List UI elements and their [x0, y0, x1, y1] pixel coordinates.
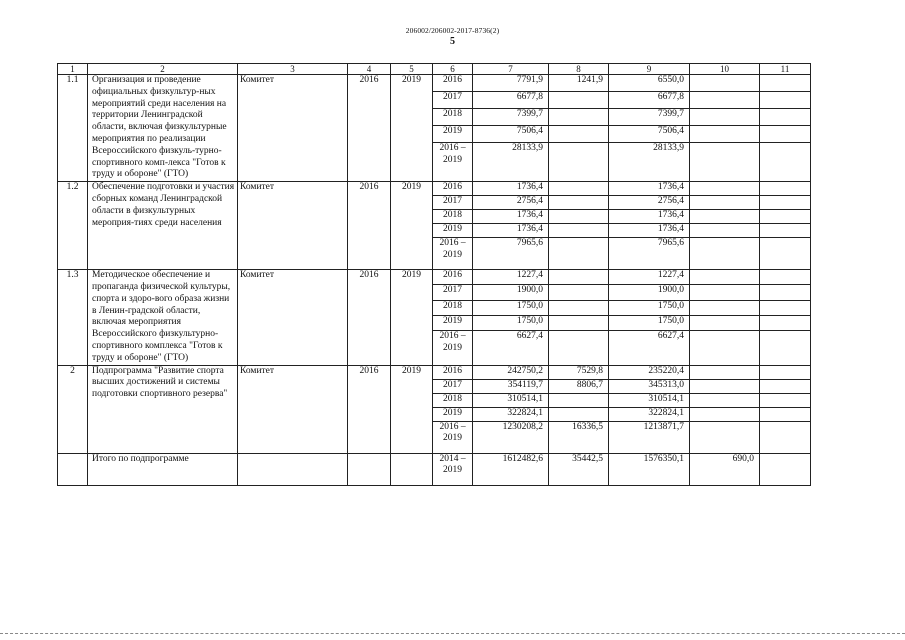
executor: Комитет [238, 75, 348, 182]
local-amount [690, 92, 760, 109]
federal-amount [549, 238, 609, 270]
total-amount: 322824,1 [473, 407, 549, 421]
regional-amount: 322824,1 [609, 407, 690, 421]
document-id: 206002/206002-2017-8736(2) [405, 26, 500, 35]
row-number: 1.1 [58, 75, 88, 182]
other-amount [760, 315, 811, 330]
period-year: 2019 [433, 126, 473, 143]
local-amount [690, 407, 760, 421]
total-amount: 6677,8 [473, 92, 549, 109]
total-amount: 1230208,2 [473, 421, 549, 453]
end-year: 2019 [391, 182, 433, 270]
total-amount: 242750,2 [473, 365, 549, 379]
local-amount [690, 393, 760, 407]
other-amount [760, 75, 811, 92]
period-year: 2016 – 2019 [433, 330, 473, 365]
start-year: 2016 [348, 182, 391, 270]
federal-amount [549, 182, 609, 196]
regional-amount: 2756,4 [609, 196, 690, 210]
other-amount [760, 300, 811, 315]
local-amount [690, 300, 760, 315]
period-year: 2017 [433, 196, 473, 210]
total-amount: 28133,9 [473, 143, 549, 182]
total-amount: 2756,4 [473, 196, 549, 210]
regional-amount: 7965,6 [609, 238, 690, 270]
row-number: 1.3 [58, 270, 88, 365]
regional-amount: 235220,4 [609, 365, 690, 379]
other-amount [760, 182, 811, 196]
federal-amount [549, 196, 609, 210]
total-amount: 7965,6 [473, 238, 549, 270]
local-amount [690, 270, 760, 285]
column-number: 7 [473, 64, 549, 75]
total-amount: 1736,4 [473, 210, 549, 224]
column-number: 10 [690, 64, 760, 75]
regional-amount: 1900,0 [609, 285, 690, 300]
table-row [58, 182, 811, 196]
regional-amount: 1736,4 [609, 224, 690, 238]
local-amount [690, 421, 760, 453]
end-year: 2019 [391, 365, 433, 453]
column-number-row [58, 64, 811, 75]
period-year: 2016 [433, 270, 473, 285]
federal-amount: 7529,8 [549, 365, 609, 379]
page-edge-line [0, 633, 905, 635]
total-amount: 7791,9 [473, 75, 549, 92]
other-amount [760, 238, 811, 270]
other-amount [760, 196, 811, 210]
federal-amount: 8806,7 [549, 379, 609, 393]
column-number: 3 [238, 64, 348, 75]
federal-amount [549, 407, 609, 421]
total-amount: 7399,7 [473, 109, 549, 126]
federal-amount [549, 330, 609, 365]
empty-cell [58, 453, 88, 485]
other-amount [760, 407, 811, 421]
budget-table [57, 63, 811, 486]
other-amount [760, 365, 811, 379]
federal-amount: 1241,9 [549, 75, 609, 92]
column-number: 5 [391, 64, 433, 75]
column-number: 11 [760, 64, 811, 75]
regional-amount: 7506,4 [609, 126, 690, 143]
period-year: 2017 [433, 92, 473, 109]
local-amount [690, 315, 760, 330]
total-label: Итого по подпрограмме [88, 453, 238, 485]
regional-amount: 1736,4 [609, 210, 690, 224]
other-amount [760, 285, 811, 300]
column-number: 1 [58, 64, 88, 75]
period-year: 2018 [433, 393, 473, 407]
regional-amount: 1750,0 [609, 300, 690, 315]
other-amount [760, 330, 811, 365]
regional-amount: 6550,0 [609, 75, 690, 92]
total-amount: 1612482,6 [473, 453, 549, 485]
other-amount [760, 379, 811, 393]
empty-cell [391, 453, 433, 485]
column-number: 6 [433, 64, 473, 75]
column-number: 9 [609, 64, 690, 75]
table-row [58, 75, 811, 92]
empty-cell [238, 453, 348, 485]
regional-amount: 28133,9 [609, 143, 690, 182]
federal-amount [549, 126, 609, 143]
regional-amount: 1736,4 [609, 182, 690, 196]
period-year: 2016 – 2019 [433, 421, 473, 453]
other-amount [760, 109, 811, 126]
period-year: 2017 [433, 285, 473, 300]
local-amount [690, 109, 760, 126]
total-amount: 7506,4 [473, 126, 549, 143]
federal-amount [549, 224, 609, 238]
other-amount [760, 270, 811, 285]
local-amount [690, 196, 760, 210]
local-amount [690, 126, 760, 143]
local-amount [690, 75, 760, 92]
other-amount [760, 421, 811, 453]
federal-amount [549, 143, 609, 182]
local-amount [690, 210, 760, 224]
other-amount [760, 224, 811, 238]
federal-amount [549, 315, 609, 330]
local-amount [690, 285, 760, 300]
column-number: 4 [348, 64, 391, 75]
local-amount [690, 365, 760, 379]
regional-amount: 1576350,1 [609, 453, 690, 485]
other-amount [760, 92, 811, 109]
regional-amount: 345313,0 [609, 379, 690, 393]
period-year: 2017 [433, 379, 473, 393]
local-amount [690, 238, 760, 270]
local-amount: 690,0 [690, 453, 760, 485]
total-row [58, 453, 811, 485]
period-year: 2018 [433, 300, 473, 315]
column-number: 8 [549, 64, 609, 75]
federal-amount [549, 109, 609, 126]
federal-amount [549, 210, 609, 224]
local-amount [690, 224, 760, 238]
other-amount [760, 393, 811, 407]
activity-name: Обеспечение подготовки и участия сборных команд Ленинградской области в физкультурных мероприя-тиях среди населения [88, 182, 238, 270]
regional-amount: 7399,7 [609, 109, 690, 126]
period-year: 2019 [433, 315, 473, 330]
period-year: 2016 – 2019 [433, 143, 473, 182]
executor: Комитет [238, 365, 348, 453]
federal-amount [549, 393, 609, 407]
period-year: 2019 [433, 407, 473, 421]
regional-amount: 1213871,7 [609, 421, 690, 453]
period-year: 2014 – 2019 [433, 453, 473, 485]
start-year: 2016 [348, 365, 391, 453]
end-year: 2019 [391, 75, 433, 182]
column-number: 2 [88, 64, 238, 75]
table-row [58, 365, 811, 379]
regional-amount: 1750,0 [609, 315, 690, 330]
other-amount [760, 210, 811, 224]
activity-name: Организация и проведение официальных физкультур-ных мероприятий среди населения на территории Ленинградской области, включая физкультурные мероприятия по реализации Всероссийского физкуль-турно-спортивного комп-лекса "Готов к труду и обороне" (ГТО) [88, 75, 238, 182]
total-amount: 1736,4 [473, 224, 549, 238]
federal-amount [549, 270, 609, 285]
local-amount [690, 330, 760, 365]
federal-amount [549, 92, 609, 109]
total-amount: 1750,0 [473, 315, 549, 330]
total-amount: 310514,1 [473, 393, 549, 407]
total-amount: 1736,4 [473, 182, 549, 196]
row-number: 1.2 [58, 182, 88, 270]
total-amount: 1750,0 [473, 300, 549, 315]
total-amount: 1227,4 [473, 270, 549, 285]
end-year: 2019 [391, 270, 433, 365]
local-amount [690, 143, 760, 182]
local-amount [690, 182, 760, 196]
total-amount: 354119,7 [473, 379, 549, 393]
total-amount: 1900,0 [473, 285, 549, 300]
other-amount [760, 453, 811, 485]
regional-amount: 6677,8 [609, 92, 690, 109]
federal-amount [549, 300, 609, 315]
federal-amount: 35442,5 [549, 453, 609, 485]
empty-cell [348, 453, 391, 485]
local-amount [690, 379, 760, 393]
executor: Комитет [238, 270, 348, 365]
start-year: 2016 [348, 270, 391, 365]
period-year: 2019 [433, 224, 473, 238]
other-amount [760, 126, 811, 143]
other-amount [760, 143, 811, 182]
start-year: 2016 [348, 75, 391, 182]
table-row [58, 270, 811, 285]
regional-amount: 310514,1 [609, 393, 690, 407]
activity-name: Методическое обеспечение и пропаганда физической культуры, спорта и здоро-вого образа жизни в Ленин-градской области, включая мероприятия Всероссийского физкультурно-спортивного комплекса "Готов к труду и обороне" (ГТО) [88, 270, 238, 365]
period-year: 2016 [433, 75, 473, 92]
activity-name: Подпрограмма "Развитие спорта высших достижений и системы подготовки спортивного резерва" [88, 365, 238, 453]
federal-amount: 16336,5 [549, 421, 609, 453]
regional-amount: 1227,4 [609, 270, 690, 285]
period-year: 2016 [433, 182, 473, 196]
federal-amount [549, 285, 609, 300]
row-number: 2 [58, 365, 88, 453]
executor: Комитет [238, 182, 348, 270]
period-year: 2018 [433, 210, 473, 224]
period-year: 2018 [433, 109, 473, 126]
regional-amount: 6627,4 [609, 330, 690, 365]
period-year: 2016 [433, 365, 473, 379]
period-year: 2016 – 2019 [433, 238, 473, 270]
total-amount: 6627,4 [473, 330, 549, 365]
page-number: 5 [450, 36, 455, 47]
